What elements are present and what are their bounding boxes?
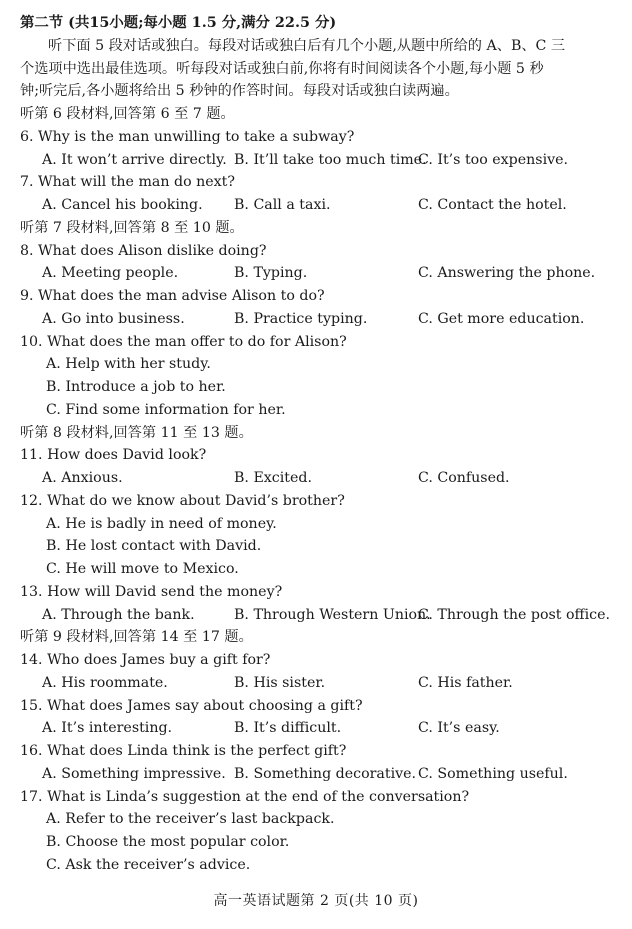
option-a: A. It won’t arrive directly. (42, 151, 227, 168)
option-c: C. Find some information for her. (46, 401, 286, 418)
group-heading: 听第 6 段材料,回答第 6 至 7 题。 (20, 106, 235, 122)
option-c: C. It’s too expensive. (418, 151, 569, 168)
question-stem: 13. How will David send the money? (20, 583, 283, 600)
question-stem: 10. What does the man offer to do for Alison? (20, 333, 347, 350)
option-b: B. It’s difficult. (234, 720, 342, 737)
section-header: 第二节 (共15小题;每小题 1.5 分,满分 22.5 分) (20, 14, 337, 31)
option-c: C. Ask the receiver’s advice. (46, 856, 251, 873)
option-c: C. It’s easy. (418, 720, 500, 737)
group-heading: 听第 7 段材料,回答第 8 至 10 题。 (20, 219, 244, 236)
group-heading: 听第 9 段材料,回答第 14 至 17 题。 (20, 629, 253, 646)
option-b: B. Practice typing. (234, 310, 368, 327)
option-b: B. His sister. (234, 674, 326, 691)
option-b: B. Excited. (234, 470, 312, 486)
option-row (20, 467, 620, 490)
option-b: B. Through Western Union. (234, 606, 431, 623)
option-row (20, 604, 620, 627)
group-heading: 听第 8 段材料,回答第 11 至 13 题。 (20, 424, 253, 441)
question-stem: 9. What does the man advise Alison to do? (20, 288, 325, 304)
option-b: B. Call a taxi. (234, 197, 331, 213)
option-c: C. Contact the hotel. (418, 197, 567, 213)
option-a: A. Refer to the receiver’s last backpack. (46, 811, 335, 828)
question-stem: 8. What does Alison dislike doing? (20, 242, 267, 259)
option-b: B. Something decorative. (234, 765, 417, 782)
option-row (20, 149, 620, 172)
option-row (20, 717, 620, 740)
option-a: A. Go into business. (42, 310, 185, 327)
option-a: A. Through the bank. (42, 606, 195, 623)
option-row (20, 763, 620, 786)
option-row (20, 672, 620, 695)
option-row (20, 308, 620, 331)
instruction-line-2: 个选项中选出最佳选项。听每段对话或独白前,你将有时间阅读各个小题,每小题 5 秒 (20, 60, 544, 77)
option-b: B. Typing. (234, 265, 308, 282)
option-b: B. It’ll take too much time. (234, 151, 427, 168)
question-stem: 7. What will the man do next? (20, 174, 235, 191)
exam-page (20, 12, 620, 877)
option-a: A. Anxious. (42, 470, 123, 486)
option-c: C. He will move to Mexico. (46, 561, 239, 577)
option-a: A. Help with her study. (46, 356, 211, 373)
question-stem: 11. How does David look? (20, 447, 207, 464)
option-c: C. Something useful. (418, 765, 568, 782)
option-c: C. His father. (418, 674, 513, 691)
option-a: A. Meeting people. (42, 265, 179, 282)
question-stem: 6. Why is the man unwilling to take a subway? (20, 128, 355, 145)
question-stem: 17. What is Linda’s suggestion at the end of the conversation? (20, 788, 470, 805)
option-b: B. He lost contact with David. (46, 538, 262, 555)
option-c: C. Confused. (418, 470, 510, 486)
option-c: C. Through the post office. (418, 606, 611, 623)
option-row (20, 262, 620, 285)
option-row (20, 194, 620, 217)
option-c: C. Answering the phone. (418, 265, 596, 282)
option-c: C. Get more education. (418, 310, 585, 327)
question-stem: 12. What do we know about David’s brother? (20, 492, 345, 509)
option-a: A. It’s interesting. (42, 720, 173, 737)
option-a: A. His roommate. (42, 674, 168, 691)
option-b: B. Choose the most popular color. (46, 834, 290, 850)
question-stem: 16. What does Linda think is the perfect gift? (20, 743, 347, 759)
option-a: A. Something impressive. (42, 765, 226, 782)
page-footer: 高一英语试题第 2 页(共 10 页) (213, 893, 419, 909)
question-stem: 14. Who does James buy a gift for? (20, 652, 271, 668)
option-a: A. He is badly in need of money. (46, 515, 277, 532)
option-a: A. Cancel his booking. (42, 197, 203, 213)
question-stem: 15. What does James say about choosing a gift? (20, 697, 363, 714)
option-b: B. Introduce a job to her. (46, 379, 226, 395)
instruction-line-3: 钟;听完后,各小题将给出 5 秒钟的作答时间。每段对话或独白读两遍。 (20, 83, 459, 100)
instruction-line-1: 听下面 5 段对话或独白。每段对话或独白后有几个小题,从题中所给的 A、B、C 三 (48, 37, 566, 54)
